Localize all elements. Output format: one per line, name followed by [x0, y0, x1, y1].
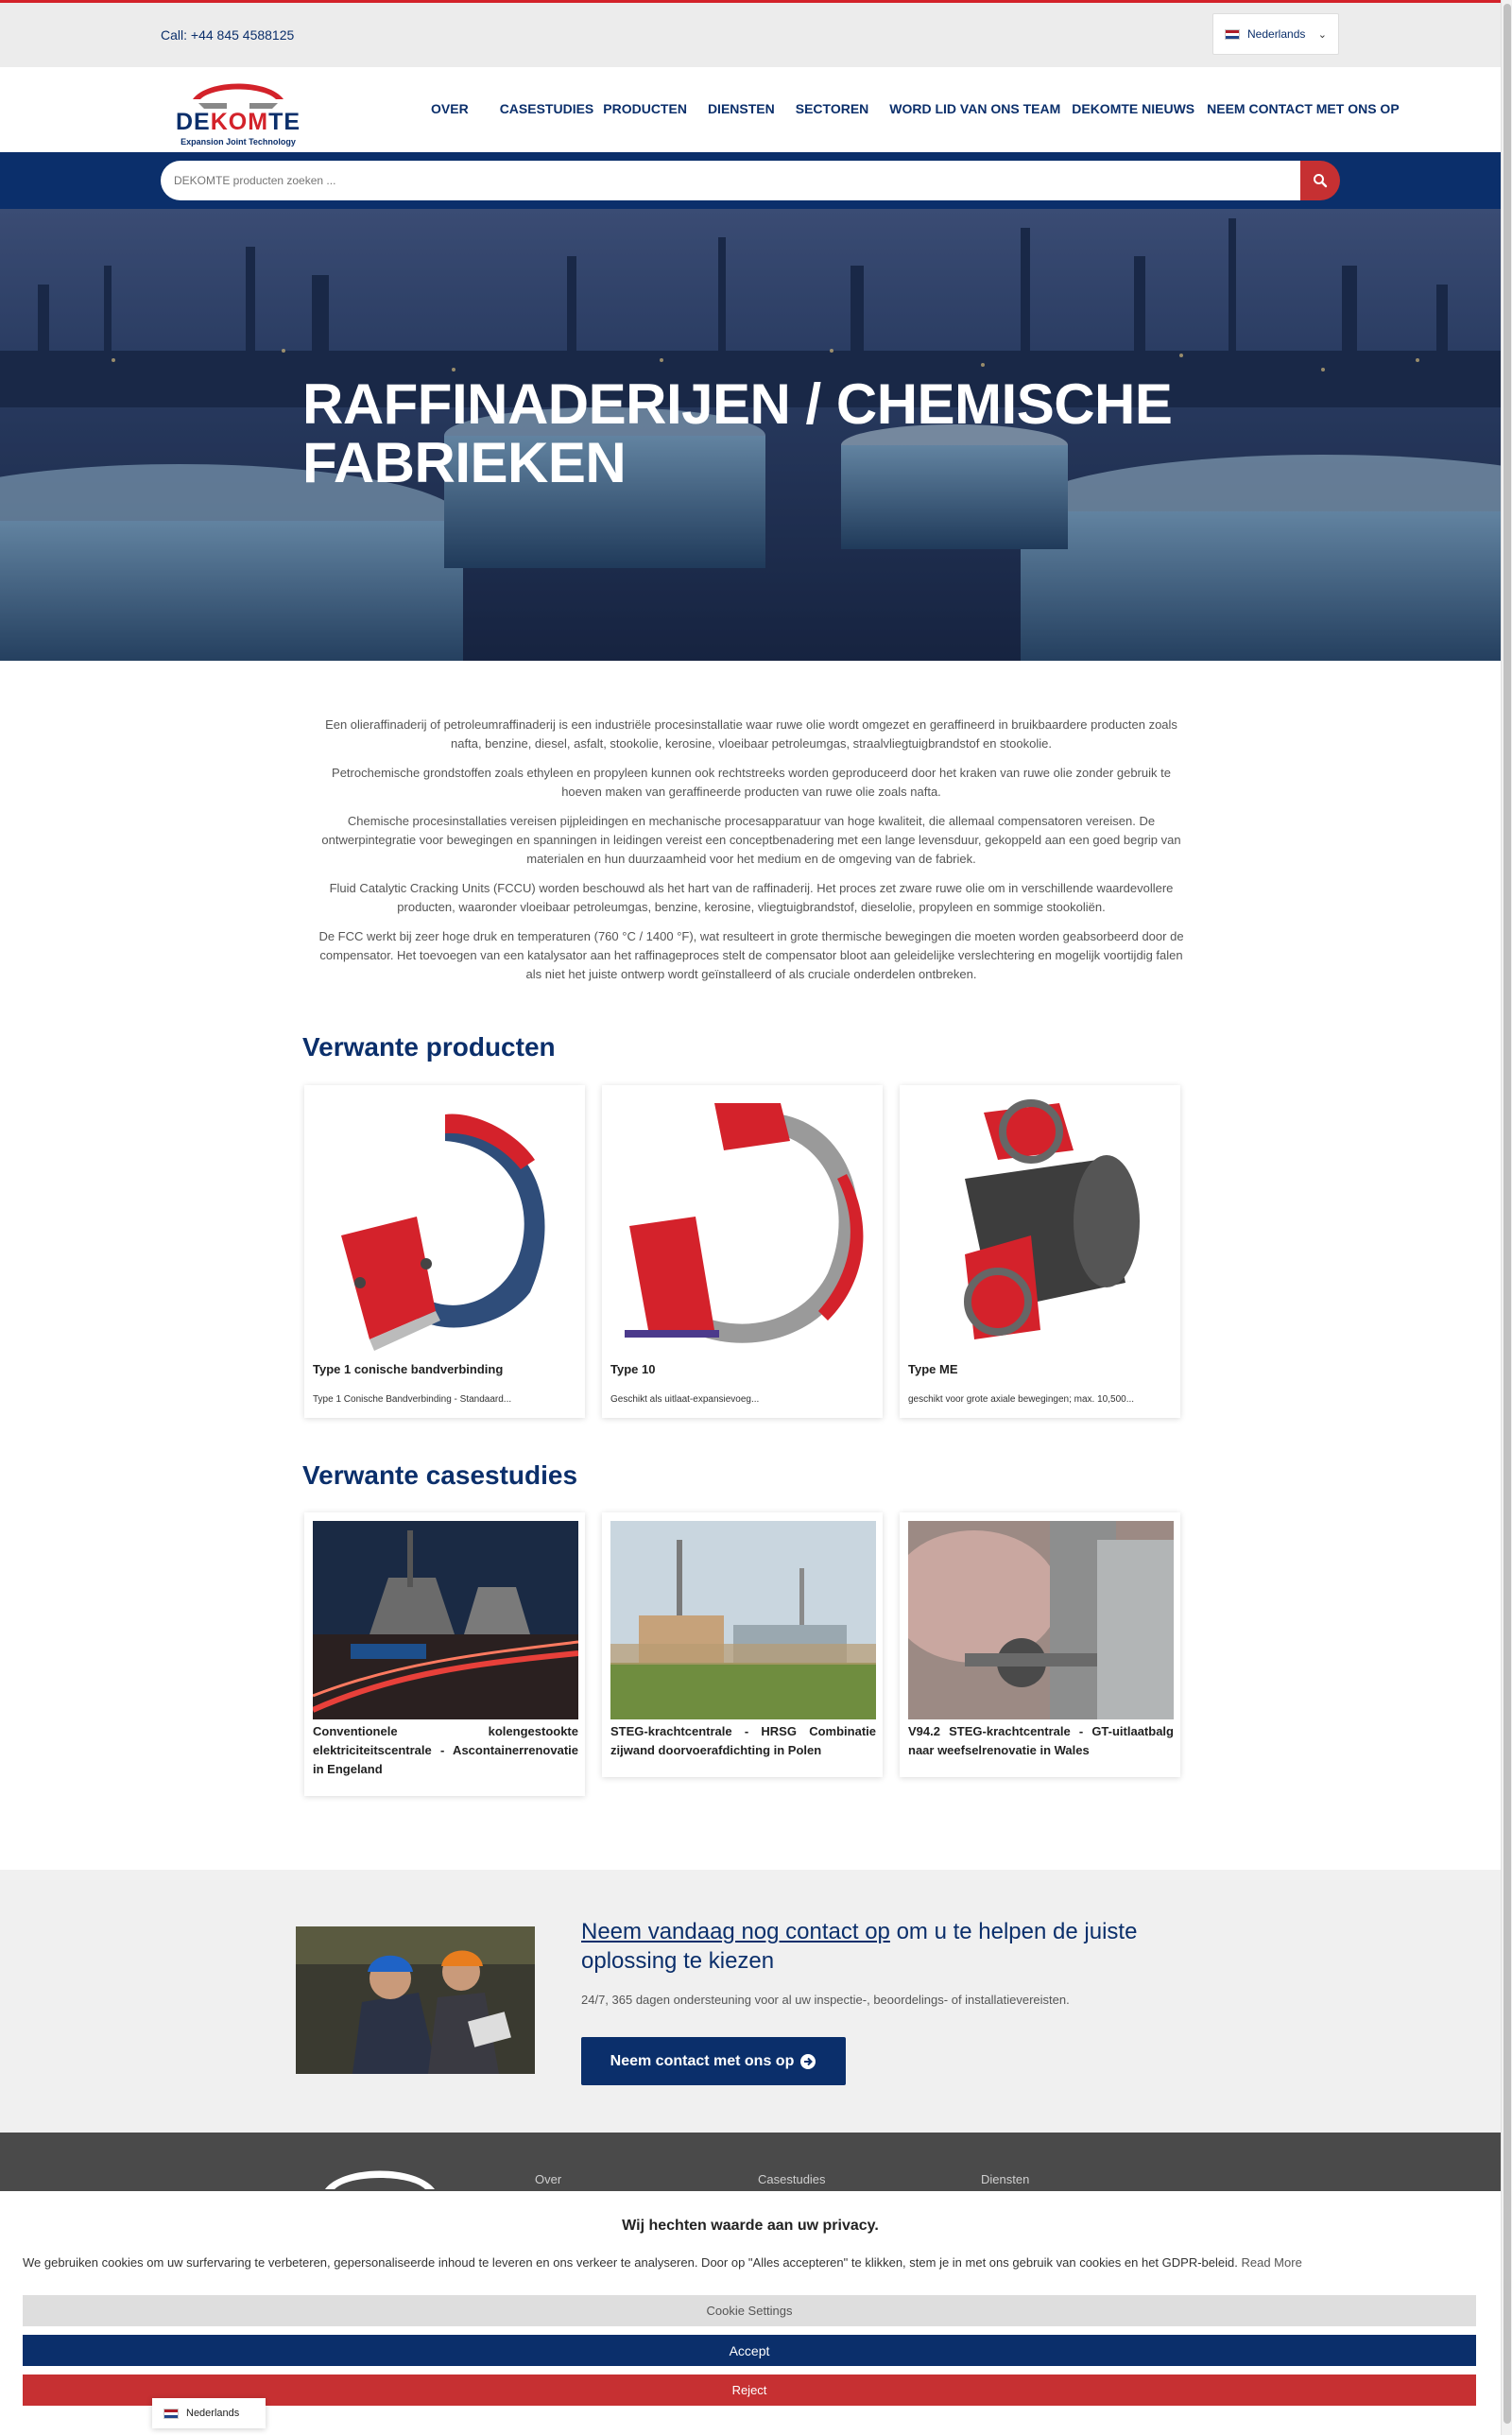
- page-title: RAFFINADERIJEN / CHEMISCHE FABRIEKEN: [302, 372, 1173, 494]
- product-image-type1: [313, 1094, 576, 1358]
- page-scrollbar[interactable]: [1501, 0, 1512, 2435]
- intro-paragraph: Chemische procesinstallaties vereisen pijpleidingen en mechanische procesapparatuur van hoge kwaliteit, die allemaal compensatoren vereisen. De ontwerpintegratie voor bewegingen en spanningen in leidingen vereist een conceptbenadering met een lange levensduur, gekoppeld aan een goed begrip van materialen en hun duurzaamheid voor het medium en de omgeving van de fabriek.: [321, 814, 1181, 866]
- nav-item-contact[interactable]: NEEM CONTACT MET ONS OP: [1207, 101, 1400, 116]
- product-description: geschikt voor grote axiale bewegingen; max. 10,500...: [908, 1394, 1135, 1405]
- search-input[interactable]: [161, 161, 1300, 200]
- product-card[interactable]: [602, 1085, 883, 1418]
- intro-paragraph: Fluid Catalytic Cracking Units (FCCU) worden beschouwd als het hart van de raffinaderij. Het proces zet zware ruwe olie om in verschillende waardevollere producten, waaronder vloeibaar petroleumgas, benzine, kerosine, vliegtuigbrandstof, dieselolie, propyleen en sommige stookoliën.: [329, 881, 1174, 914]
- top-bar: [0, 3, 1501, 67]
- floating-language-label: Nederlands: [186, 2408, 240, 2419]
- hero-banner: [0, 209, 1501, 661]
- case-image-steg-wales: [908, 1521, 1174, 1719]
- cookie-description: We gebruiken cookies om uw surfervaring te verbeteren, gepersonaliseerde inhoud te leveren en ons verkeer te analyseren. Door op "Alles accepteren" te klikken, stem je in met ons gebruik van cookies en het GDPR-beleid. Read More: [23, 2255, 1302, 2270]
- search-bar: [0, 152, 1501, 209]
- product-card[interactable]: [900, 1085, 1180, 1418]
- intro-paragraph: Een olieraffinaderij of petroleumraffinaderij is een industriële procesinstallatie waar ruwe olie wordt omgezet en geraffineerd in bruikbaardere producten zoals nafta, benzine, diesel, asfalt, stookolie, kerosine, vloeibaar petroleumgas, straalvliegtuigbrandstof en stookolie.: [325, 717, 1177, 751]
- flag-nl-icon: [1225, 29, 1240, 40]
- case-title: Conventionele kolengestookte elektriciteitscentrale - Ascontainerrenovatie in Engeland: [313, 1724, 578, 1776]
- nav-item-sectoren[interactable]: SECTOREN: [795, 101, 869, 116]
- nav-item-word-lid[interactable]: WORD LID VAN ONS TEAM: [889, 101, 1061, 116]
- product-image-typeme: [908, 1094, 1172, 1358]
- case-title: STEG-krachtcentrale - HRSG Combinatie zijwand doorvoerafdichting in Polen: [610, 1724, 876, 1757]
- language-label: Nederlands: [1247, 27, 1306, 41]
- related-products-heading: Verwante producten: [302, 1032, 556, 1062]
- floating-language-switcher[interactable]: [152, 2398, 266, 2428]
- case-image-steg-poland: [610, 1521, 876, 1719]
- intro-paragraph: De FCC werkt bij zeer hoge druk en temperaturen (760 °C / 1400 °F), wat resulteert in grote thermische bewegingen die moeten worden geabsorbeerd door de compensator. Het toevoegen van een katalysator aan het raffinageproces stelt de compensator bloot aan geleidelijke verslechtering en mogelijk voortijdig falen als niet het juiste ontwerp wordt geïnstalleerd of als cruciale onderdelen ontbreken.: [318, 929, 1184, 981]
- contact-cta-section: [0, 1870, 1501, 2133]
- product-image-type10: [610, 1094, 874, 1358]
- cookie-settings-button[interactable]: Cookie Settings: [23, 2295, 1476, 2326]
- search-button[interactable]: [1300, 161, 1340, 200]
- arrow-right-circle-icon: [799, 2053, 816, 2070]
- footer-link-casestudies[interactable]: Casestudies: [758, 2172, 826, 2186]
- cookie-accept-button[interactable]: Accept: [23, 2335, 1476, 2366]
- site-header: [0, 67, 1501, 152]
- product-name: Type ME: [908, 1362, 958, 1376]
- scrollbar-thumb[interactable]: [1503, 4, 1511, 2424]
- footer-link-over[interactable]: Over: [535, 2172, 562, 2186]
- main-nav: [431, 101, 1400, 116]
- product-name: Type 1 conische bandverbinding: [313, 1362, 504, 1376]
- read-more-link[interactable]: Read More: [1241, 2255, 1302, 2270]
- nav-item-over[interactable]: OVER: [431, 101, 469, 116]
- contact-button[interactable]: Neem contact met ons op: [581, 2037, 846, 2085]
- search-icon: [1313, 173, 1328, 188]
- nav-item-nieuws[interactable]: DEKOMTE NIEUWS: [1072, 101, 1195, 116]
- nav-item-producten[interactable]: PRODUCTEN: [603, 101, 687, 116]
- case-image-coal-plant: [313, 1521, 578, 1719]
- case-card[interactable]: [304, 1512, 585, 1796]
- nav-item-diensten[interactable]: DIENSTEN: [707, 101, 775, 116]
- cookie-reject-button[interactable]: Reject: [23, 2375, 1476, 2406]
- chevron-down-icon: ⌄: [1317, 28, 1327, 41]
- product-description: Type 1 Conische Bandverbinding - Standaard...: [313, 1394, 512, 1405]
- logo-wordmark: DEKOMTE: [176, 109, 301, 135]
- flag-nl-icon: [163, 2409, 179, 2419]
- dekomte-logo[interactable]: [176, 75, 301, 145]
- phone-link[interactable]: Call: +44 845 4588125: [161, 27, 295, 43]
- related-cases-heading: Verwante casestudies: [302, 1460, 578, 1490]
- cta-heading: Neem vandaag nog contact op om u te helpen de juiste oplossing te kiezen: [581, 1919, 1138, 1974]
- nav-item-casestudies[interactable]: CASESTUDIES: [499, 101, 594, 116]
- product-card[interactable]: [304, 1085, 585, 1418]
- engineers-photo: [296, 1926, 535, 2074]
- language-selector[interactable]: [1212, 13, 1339, 55]
- cta-subtext: 24/7, 365 dagen ondersteuning voor al uw inspectie-, beoordelings- of installatievereisten.: [581, 1993, 1070, 2007]
- case-card[interactable]: [602, 1512, 883, 1777]
- case-title: V94.2 STEG-krachtcentrale - GT-uitlaatbalg naar weefselrenovatie in Wales: [908, 1724, 1174, 1757]
- product-name: Type 10: [610, 1362, 656, 1376]
- cta-contact-link[interactable]: Neem vandaag nog contact op: [581, 1919, 890, 1944]
- cookie-title: Wij hechten waarde aan uw privacy.: [622, 2218, 879, 2234]
- intro-text: [312, 716, 1191, 994]
- case-card[interactable]: [900, 1512, 1180, 1777]
- footer-link-diensten[interactable]: Diensten: [981, 2172, 1030, 2186]
- product-description: Geschikt als uitlaat-expansievoeg...: [610, 1394, 760, 1405]
- logo-tagline: Expansion Joint Technology: [180, 137, 296, 147]
- intro-paragraph: Petrochemische grondstoffen zoals ethyleen en propyleen kunnen ook rechtstreeks worden geproduceerd door het kraken van ruwe olie zonder gebruik te hoeven maken van geraffineerde producten van ruwe olie zoals nafta.: [332, 766, 1171, 799]
